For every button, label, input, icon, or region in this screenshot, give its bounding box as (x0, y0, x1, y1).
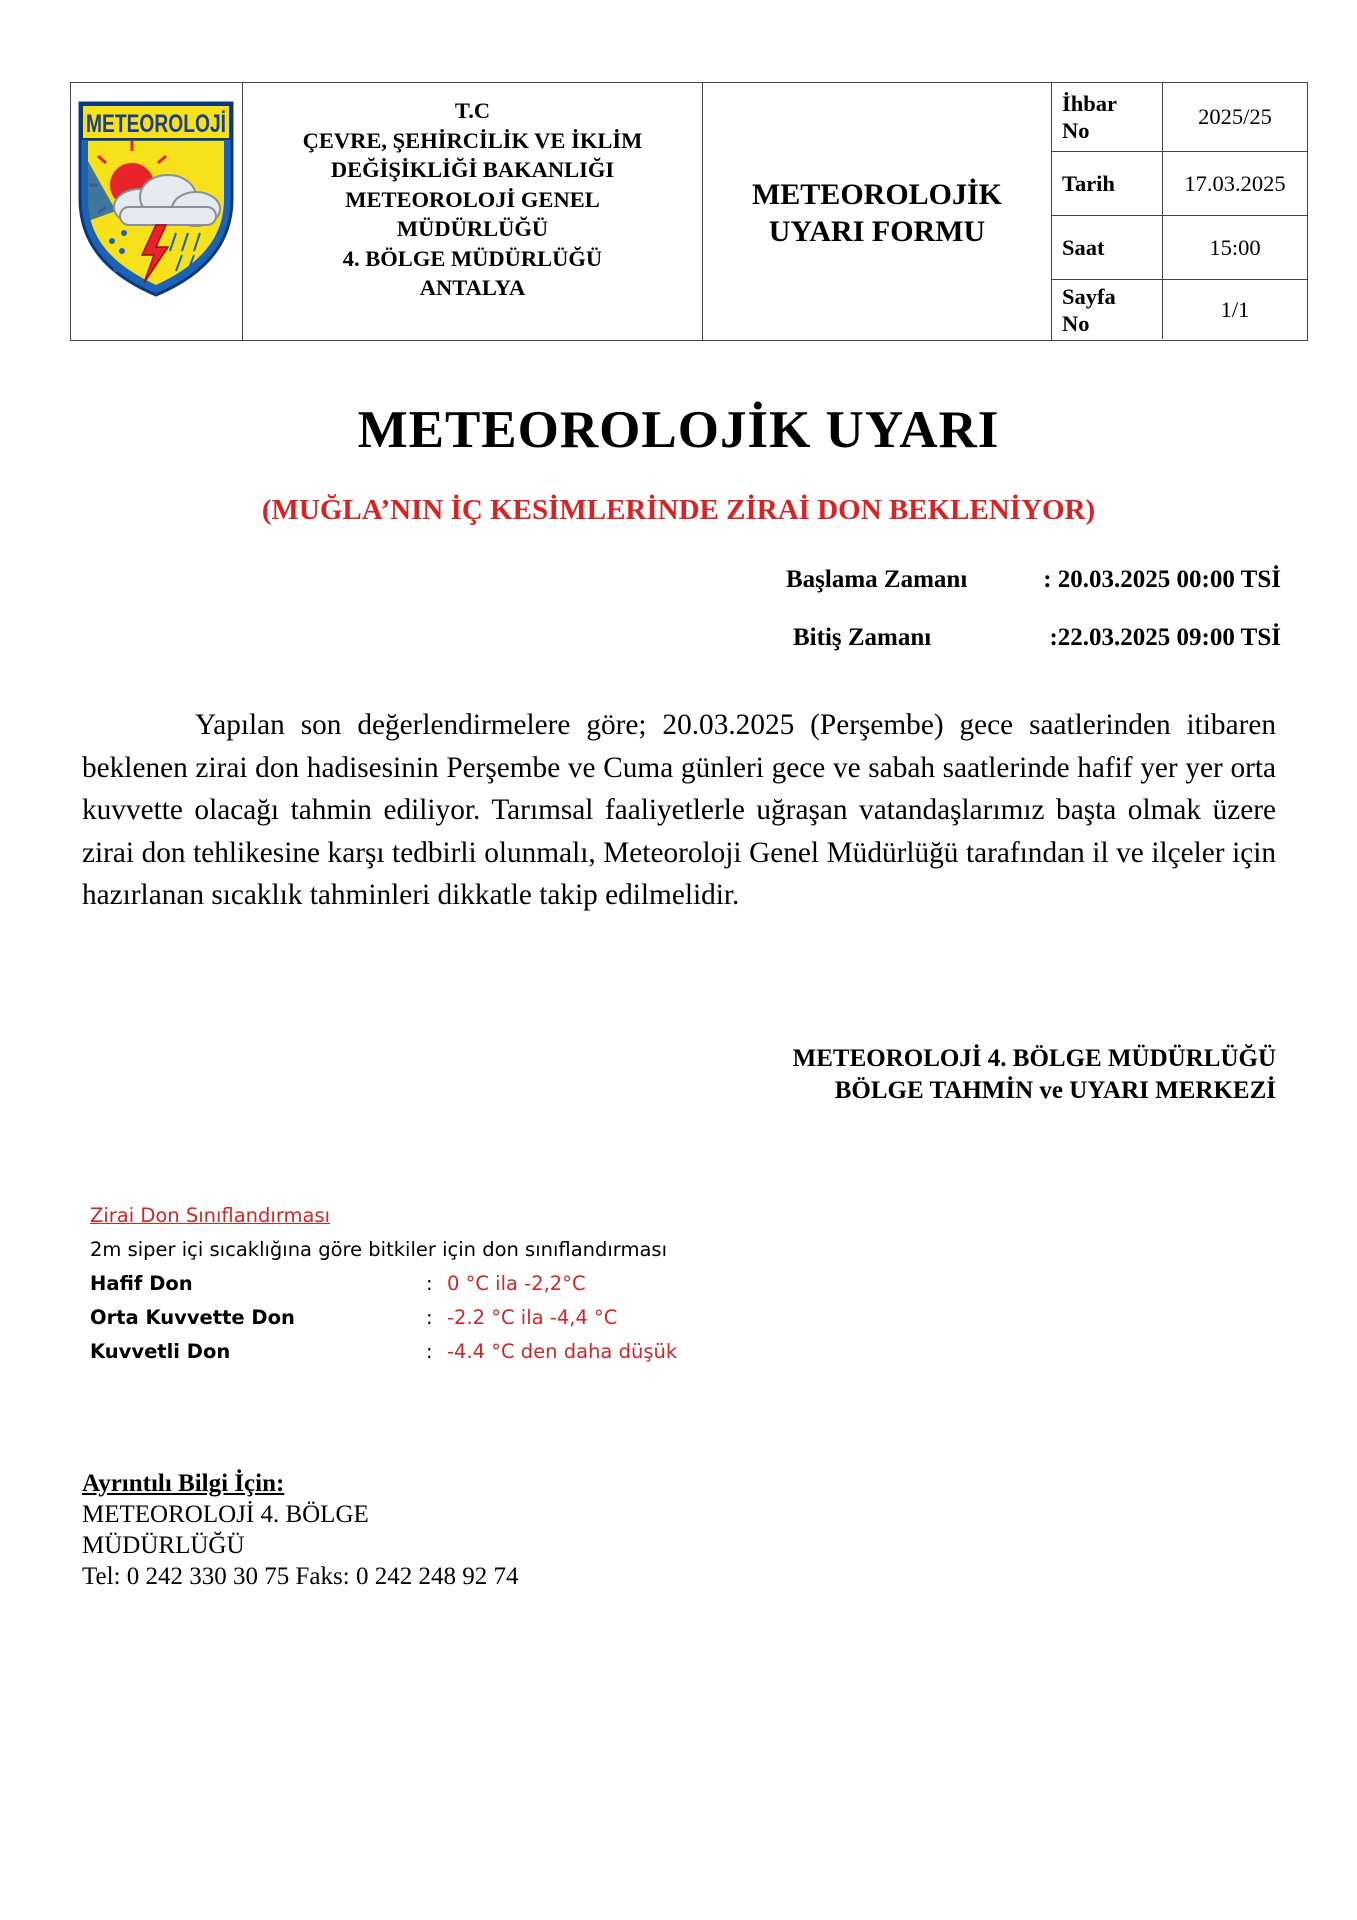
meta-row-saat (1052, 216, 1307, 280)
page-title: METEOROLOJİK UYARI (357, 401, 1000, 459)
org-line: ANTALYA (419, 275, 526, 300)
meta-label-line: İhbar (1062, 91, 1118, 116)
organization-name (243, 96, 702, 303)
frost-classification-description: 2m siper içi sıcaklığına göre bitkiler için don sınıflandırması (90, 1238, 667, 1261)
signature-block (793, 1043, 1276, 1107)
org-line: DEĞİŞİKLİĞİ BAKANLIĞI (330, 157, 615, 182)
meta-label: Tarih (1052, 152, 1163, 215)
contact-block (82, 1468, 518, 1592)
meta-row-tarih (1052, 152, 1307, 216)
meta-label-line: Sayfa (1062, 283, 1116, 309)
frost-range: 0 °C ila -2,2°C (447, 1272, 586, 1295)
frost-range: -2.2 °C ila -4,4 °C (447, 1306, 618, 1329)
meta-label (1052, 83, 1163, 151)
contact-line-2: MÜDÜRLÜĞÜ (82, 1532, 245, 1559)
svg-text:METEOROLOJİ: METEOROLOJİ (86, 110, 226, 138)
org-line: METEOROLOJİ GENEL (345, 186, 600, 212)
start-time-label: Başlama Zamanı (786, 566, 968, 593)
header-table (70, 82, 1308, 341)
frost-range: -4.4 °C den daha düşük (447, 1340, 678, 1363)
meteoroloji-logo (76, 101, 236, 297)
warning-body (82, 704, 1276, 917)
end-time-label: Bitiş Zamanı (793, 624, 932, 651)
contact-line-1: METEOROLOJİ 4. BÖLGE (82, 1501, 369, 1528)
meta-label: Saat (1052, 216, 1163, 279)
form-title-line: METEOROLOJİK (751, 178, 1003, 211)
meta-value: 1/1 (1220, 296, 1250, 322)
form-title-line: UYARI FORMU (768, 215, 986, 248)
meta-label-line: No (1062, 118, 1090, 143)
start-time-value: : 20.03.2025 00:00 TSİ (1043, 566, 1281, 593)
meta-cell (1052, 83, 1307, 340)
org-line: T.C (454, 98, 491, 123)
form-title (703, 176, 1051, 250)
meta-value: 2025/25 (1198, 104, 1272, 129)
frost-name: Orta Kuvvette Don (90, 1306, 295, 1329)
frost-classification-title: Zirai Don Sınıflandırması (90, 1204, 331, 1227)
meta-row-ihbar-no (1052, 83, 1307, 152)
org-line: 4. BÖLGE MÜDÜRLÜĞÜ (342, 245, 603, 271)
logo-cell (71, 83, 243, 340)
meta-value: 17.03.2025 (1184, 170, 1286, 196)
contact-title: Ayrıntılı Bilgi İçin: (82, 1470, 285, 1497)
signature-line-2: BÖLGE TAHMİN ve UYARI MERKEZİ (834, 1077, 1276, 1104)
warning-paragraph: Yapılan son değerlendirmelere göre; 20.03.2025 (Perşembe) gece saatlerinden itibaren beklenen zirai don hadisesinin Perşembe ve Cuma günleri gece ve sabah saatlerinde hafif yer yer orta kuvvette olacağı tahmin ediliyor. Tarımsal faaliyetlerle uğraşan vatandaşlarımız başta olmak üzere zirai don tehlikesine karşı tedbirli olunmalı, Meteoroloji Genel Müdürlüğü tarafından il ve ilçeler için hazırlanan sıcaklık tahminleri dikkatle takip edilmelidir. (82, 709, 1276, 911)
contact-phone-fax: Tel: 0 242 330 30 75 Faks: 0 242 248 92 74 (82, 1563, 519, 1590)
meta-label-line: No (1062, 310, 1090, 336)
warning-subtitle: (MUĞLA’NIN İÇ KESİMLERİNDE ZİRAİ DON BEKLENİYOR) (261, 494, 1096, 526)
frost-colon: : (426, 1272, 433, 1295)
frost-name: Kuvvetli Don (90, 1340, 231, 1363)
meta-value: 15:00 (1209, 234, 1261, 260)
signature-line-1: METEOROLOJİ 4. BÖLGE MÜDÜRLÜĞÜ (792, 1045, 1276, 1072)
frost-colon: : (426, 1306, 433, 1329)
form-title-cell (703, 83, 1052, 340)
frost-name: Hafif Don (90, 1272, 193, 1295)
org-line: ÇEVRE, ŞEHİRCİLİK VE İKLİM (302, 127, 643, 153)
meta-label (1052, 280, 1163, 339)
organization-cell (243, 83, 703, 340)
org-line: MÜDÜRLÜĞÜ (396, 216, 549, 241)
frost-colon: : (426, 1340, 433, 1363)
meta-row-sayfa-no (1052, 280, 1307, 339)
end-time-value: :22.03.2025 09:00 TSİ (1049, 624, 1281, 651)
